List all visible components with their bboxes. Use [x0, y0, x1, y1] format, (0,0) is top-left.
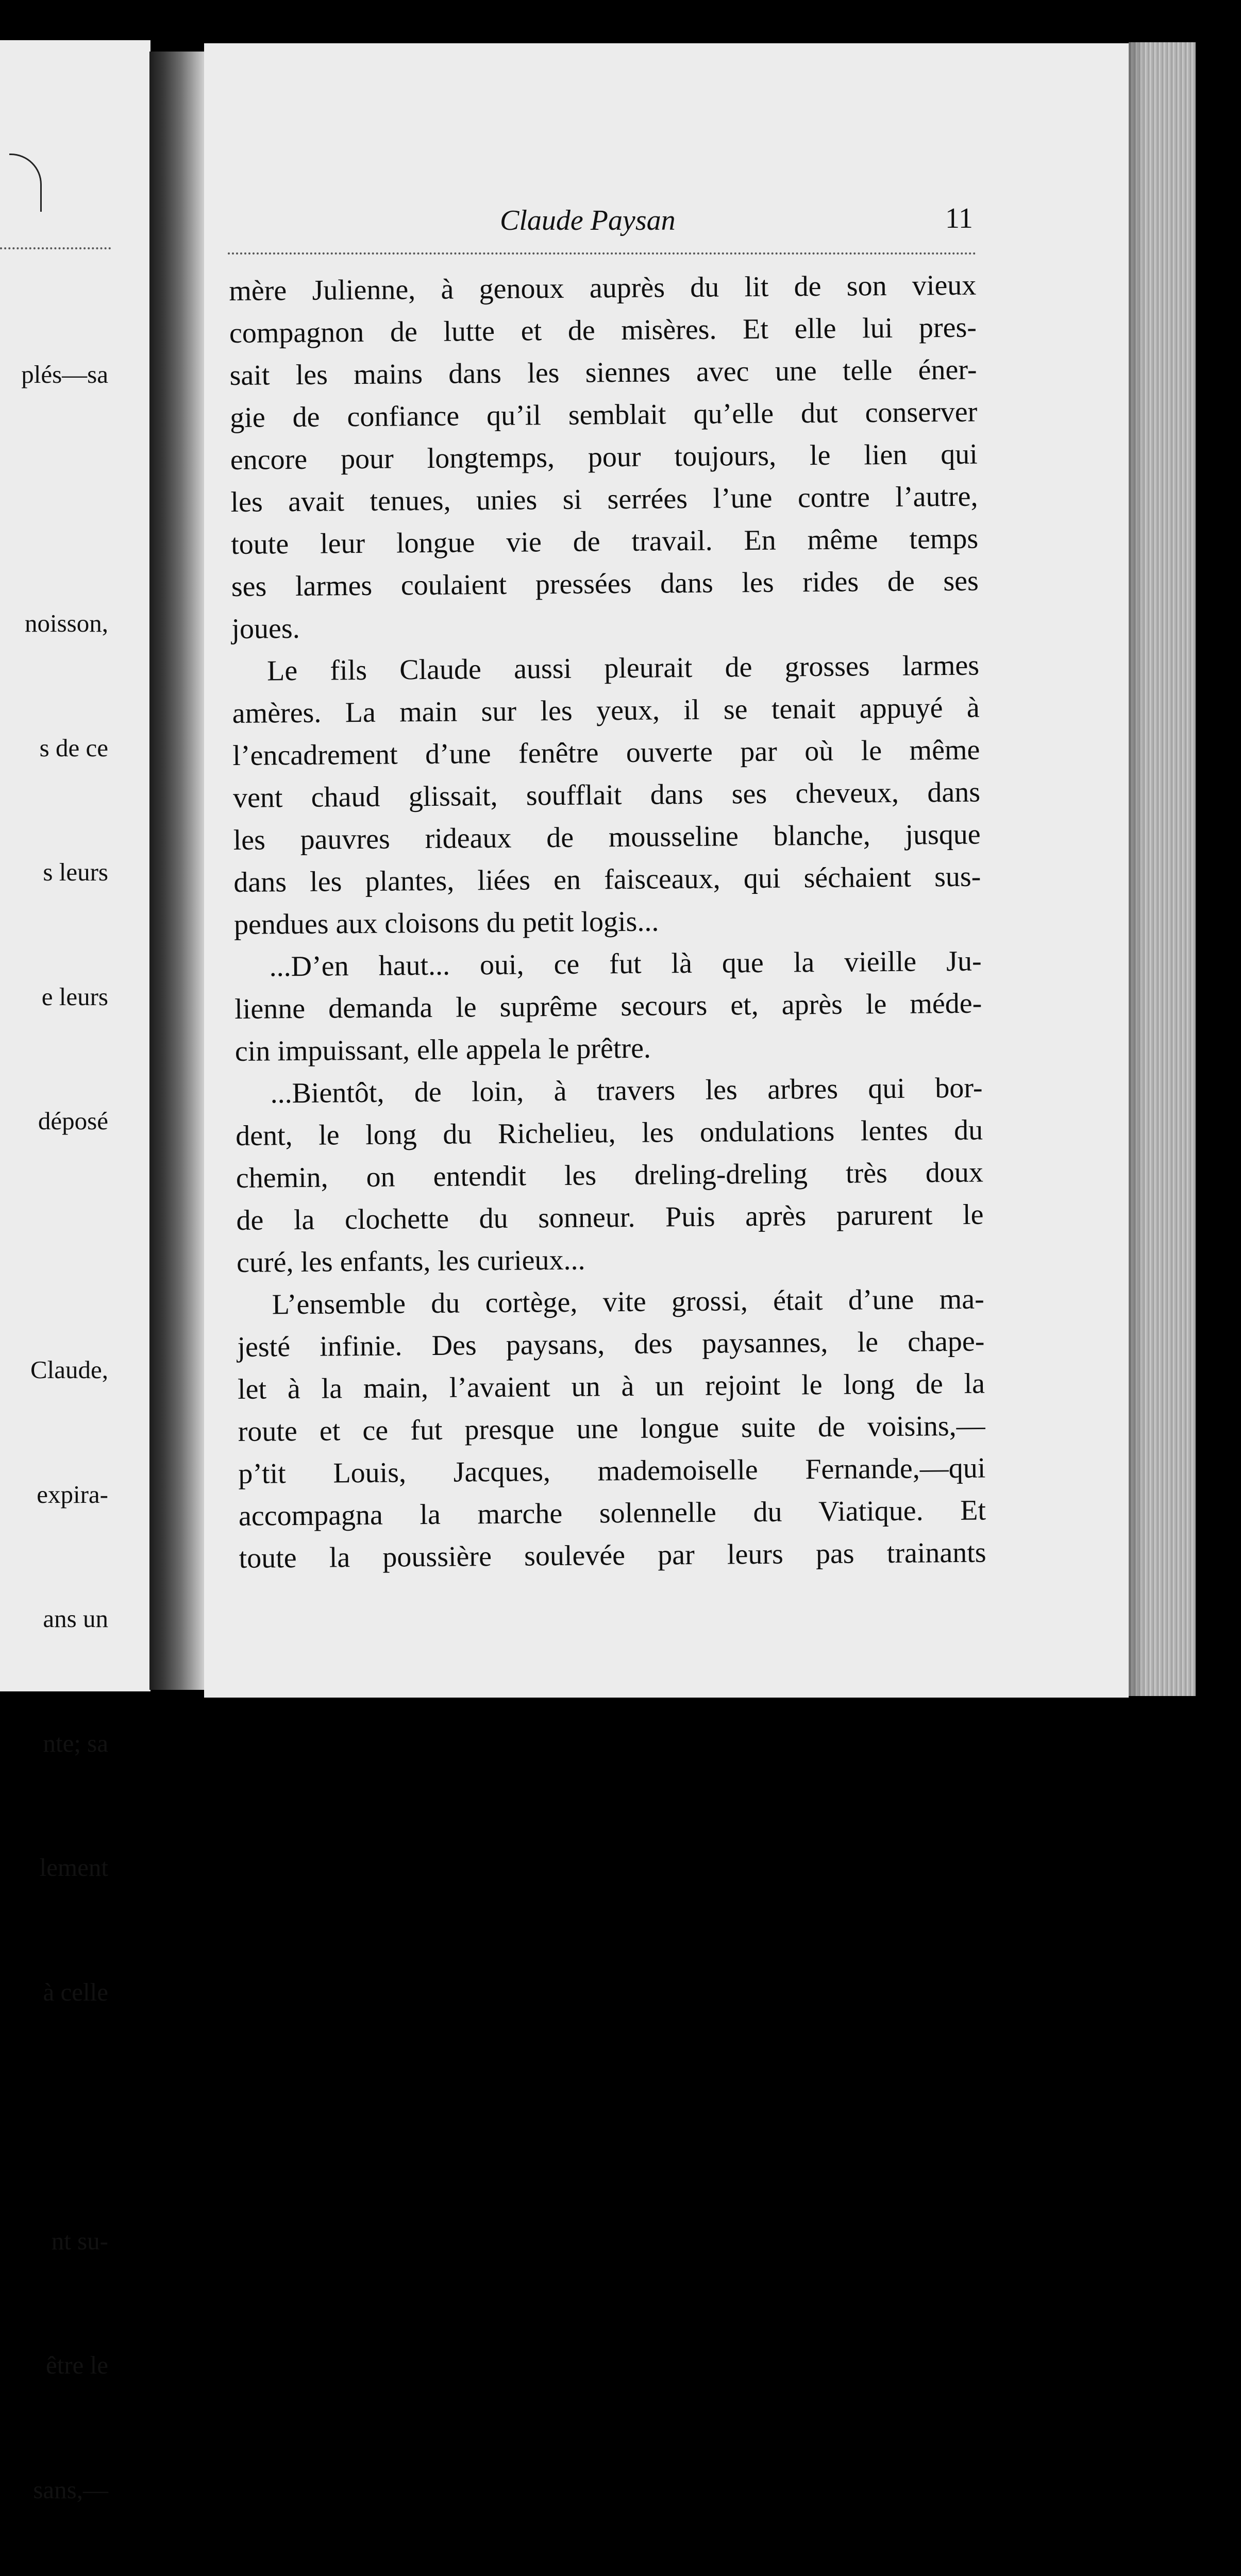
- text-line: cin impuissant, elle appela le prêtre.: [234, 1032, 651, 1067]
- page-number: 11: [945, 202, 973, 234]
- text-line: joues.: [231, 612, 300, 645]
- previous-page-line: noisson,: [24, 609, 108, 637]
- text-line: route et ce fut presque une longue suite de voisins,—: [238, 1410, 985, 1448]
- previous-page: [0, 40, 150, 2504]
- page: [204, 43, 1129, 1698]
- running-title: Claude Paysan: [500, 205, 676, 236]
- text-line: jesté infinie. Des paysans, des paysannes, le chape-: [237, 1325, 985, 1363]
- text-line: Le fils Claude aussi pleurait de grosses larmes: [266, 649, 980, 687]
- previous-page-line: ans un: [43, 1604, 108, 1633]
- page-body: [229, 264, 986, 1580]
- text-line: dans les plantes, liées en faisceaux, qui séchaient sus-: [233, 860, 981, 899]
- previous-page-text: [21, 271, 108, 2576]
- previous-page-line: sans,—: [33, 2475, 108, 2504]
- text-line: ...Bientôt, de loin, à travers les arbres qui bor-: [270, 1072, 983, 1110]
- text-line: encore pour longtemps, pour toujours, le lien qui: [230, 438, 978, 476]
- text-line: toute leur longue vie de travail. En même temps: [230, 522, 979, 561]
- previous-page-line: être le: [45, 2351, 108, 2379]
- page-header: [204, 161, 977, 236]
- previous-page-line: s leurs: [43, 858, 108, 886]
- ornament-fragment: [9, 154, 42, 212]
- previous-page-line: nt su-: [51, 2226, 108, 2255]
- previous-page-line: lement: [39, 1853, 108, 1882]
- text-line: p’tit Louis, Jacques, mademoiselle Fernande,—qui: [238, 1452, 986, 1490]
- book-gutter: [149, 52, 206, 1690]
- previous-page-line: Claude,: [30, 1355, 108, 1384]
- previous-page-line: [21, 2096, 108, 2138]
- previous-page-line: déposé: [38, 1107, 108, 1135]
- text-line: chemin, on entendit les dreling-dreling très doux: [236, 1156, 984, 1194]
- text-line: les avait tenues, unies si serrées l’une contre l’autre,: [230, 480, 978, 518]
- text-line: ...D’en haut... oui, ce fut là que la vieille Ju-: [269, 945, 982, 983]
- previous-page-line: [21, 479, 108, 520]
- text-line: compagnon de lutte et de misères. Et elle lui pres-: [229, 311, 977, 349]
- previous-page-line: s de ce: [39, 733, 108, 762]
- header-rule: [228, 252, 976, 255]
- previous-page-line: à celle: [43, 1977, 108, 2006]
- page-edge-shadow: [1129, 42, 1144, 1696]
- previous-page-line: [21, 1225, 108, 1267]
- text-line: toute la poussière soulevée par leurs pas trainants: [239, 1536, 986, 1574]
- text-line: pendues aux cloisons du petit logis...: [233, 905, 659, 941]
- text-line: let à la main, l’avaient un à un rejoint le long de la: [237, 1367, 985, 1405]
- text-line: vent chaud glissait, soufflait dans ses cheveux, dans: [232, 776, 981, 814]
- text-line: de la clochette du sonneur. Puis après parurent le: [236, 1198, 984, 1236]
- previous-page-line: nte; sa: [43, 1728, 108, 1757]
- text-line: accompagna la marche solennelle du Viatique. Et: [238, 1494, 986, 1532]
- text-line: sait les mains dans les siennes avec une telle éner-: [229, 353, 977, 392]
- previous-page-line: e leurs: [41, 982, 108, 1011]
- text-line: gie de confiance qu’il semblait qu’elle dut conserver: [230, 396, 978, 434]
- text-line: l’encadrement d’une fenêtre ouverte par où le même: [232, 734, 980, 772]
- previous-page-line: plés—sa: [21, 360, 108, 388]
- text-line: curé, les enfants, les curieux...: [236, 1244, 585, 1279]
- text-line: ses larmes coulaient pressées dans les rides de ses: [231, 565, 979, 603]
- text-line: amères. La main sur les yeux, il se tenait appuyé à: [232, 691, 980, 730]
- previous-page-line: expira-: [37, 1480, 108, 1509]
- text-line: lienne demanda le suprême secours et, après le méde-: [234, 987, 982, 1025]
- text-line: L’ensemble du cortège, vite grossi, était d’une ma-: [272, 1283, 984, 1321]
- text-line: les pauvres rideaux de mousseline blanche, jusque: [233, 818, 981, 856]
- text-line: dent, le long du Richelieu, les ondulations lentes du: [235, 1114, 983, 1152]
- previous-page-header-rule: [0, 247, 111, 249]
- text-line: mère Julienne, à genoux auprès du lit de son vieux: [229, 269, 977, 307]
